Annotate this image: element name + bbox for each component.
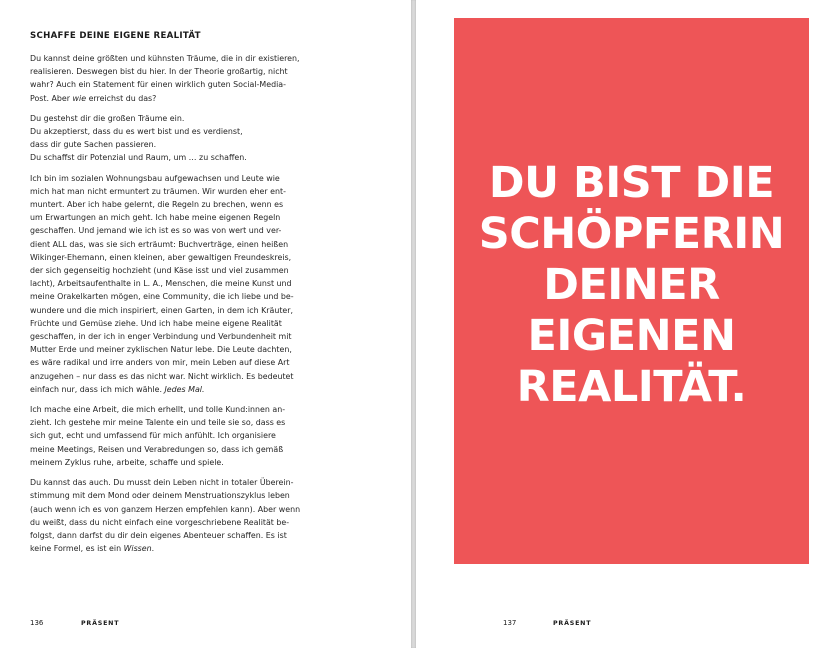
right-section-label: PRÄSENT: [553, 620, 592, 627]
poster-line: DEINER: [543, 260, 720, 310]
text-line: meinem Zyklus ruhe, arbeite, schaffe und spiele.: [30, 457, 224, 467]
text-line: Früchte und Gemüse ziehe. Und ich habe meine eigene Realität: [30, 318, 282, 328]
left-page-number: 136: [30, 619, 44, 627]
text-line: du weißt, dass du nicht einfach eine vorgeschriebene Realität be-: [30, 517, 290, 527]
text-line: wahr? Auch ein Statement für einen wirklich guten Social-Media-: [30, 80, 286, 90]
text-line: es wäre radikal und irre anders von mir, mein Leben auf diese Art: [30, 358, 290, 368]
text-line: keine Formel, es ist ein Wissen.: [30, 544, 155, 554]
paragraph: [30, 403, 346, 469]
quote-poster: [454, 18, 809, 564]
text-line: dass dir gute Sachen passieren.: [30, 140, 157, 150]
text-line: Du kannst das auch. Du musst dein Leben nicht in totaler Überein-: [30, 478, 294, 488]
text-line: wundere und die mich inspiriert, einen Garten, in dem ich Kräuter,: [30, 305, 294, 315]
text-line: meine Meetings, Reisen und Verabredungen so, dass ich gemäß: [30, 444, 284, 454]
text-line: Du gestehst dir die großen Träume ein.: [30, 113, 185, 123]
text-line: geschaffen. Und jemand wie ich ist es so was von wert und ver-: [30, 226, 282, 236]
right-page-number: 137: [503, 619, 517, 627]
text-line: Mutter Erde und meiner zyklischen Natur lebe. Die Leute dachten,: [30, 345, 292, 355]
text-line: Wikinger-Ehemann, einen kleinen, aber gewaltigen Freundeskreis,: [30, 252, 292, 262]
body-text: [30, 52, 346, 555]
text-line: einfach nur, dass ich mich wähle. Jedes Mal.: [30, 384, 205, 394]
text-line: zieht. Ich gestehe mir meine Talente ein und teile sie so, dass es: [30, 418, 286, 428]
left-section-label: PRÄSENT: [81, 620, 120, 627]
poster-line: SCHÖPFERIN: [478, 209, 785, 259]
right-running-footer: [553, 618, 591, 629]
text-line: meine Orakelkarten mögen, eine Community, die ich liebe und be-: [30, 292, 294, 302]
text-line: lacht), Arbeitsaufenthalte in L. A., Menschen, die meine Kunst und: [30, 279, 292, 289]
text-line: mich hat man nicht ermuntert zu träumen. Wir wurden eher ent-: [30, 186, 286, 196]
poster-line: EIGENEN: [527, 311, 736, 361]
poster-line: DU BIST DIE: [488, 158, 775, 208]
text-line: Ich bin im sozialen Wohnungsbau aufgewachsen und Leute wie: [30, 173, 280, 183]
left-page-content: [30, 30, 346, 562]
paragraph: [30, 52, 346, 105]
text-line: Post. Aber wie erreichst du das?: [30, 93, 157, 103]
paragraph: [30, 476, 346, 555]
text-line: (auch wenn ich es von ganzem Herzen empfehlen kann). Aber wenn: [30, 504, 301, 514]
text-line: Du kannst deine größten und kühnsten Träume, die in dir existieren,: [30, 54, 300, 63]
poster-line: REALITÄT.: [516, 362, 747, 412]
text-line: stimmung mit dem Mond oder deinem Menstruationszyklus leben: [30, 491, 290, 501]
text-line: anzugehen – nur dass es das nicht war. Nicht wirklich. Es bedeutet: [30, 371, 294, 381]
paragraph: [30, 112, 346, 165]
text-line: dient ALL das, was sie sich erträumt: Buchverträge, einen heißen: [30, 239, 289, 249]
text-line: sich gut, echt und umfassend für mich anfühlt. Ich organisiere: [30, 431, 276, 441]
text-line: muntert. Aber ich habe gelernt, die Regeln zu brechen, wenn es: [30, 200, 284, 210]
left-running-footer: [81, 618, 119, 629]
left-page: [0, 0, 411, 648]
section-heading: SCHAFFE DEINE EIGENE REALITÄT: [30, 31, 201, 41]
paragraph: [30, 172, 346, 396]
text-line: geschaffen, in der ich in enger Verbindung und Verbundenheit mit: [30, 332, 292, 342]
text-line: Du akzeptierst, dass du es wert bist und es verdienst,: [30, 127, 243, 137]
text-line: um Erwartungen an mich geht. Ich habe meine eigenen Regeln: [30, 213, 281, 223]
right-page: [416, 0, 827, 648]
text-line: Du schaffst dir Potenzial und Raum, um … zu schaffen.: [30, 153, 247, 163]
text-line: Ich mache eine Arbeit, die mich erhellt, und tolle Kund:innen an-: [30, 405, 286, 415]
text-line: der sich gegenseitig hochzieht (und Käse isst und viel zusammen: [30, 266, 289, 276]
text-line: realisieren. Deswegen bist du hier. In der Theorie großartig, nicht: [30, 67, 288, 77]
poster-quote: [454, 158, 809, 413]
text-line: folgst, dann darfst du dir dein eigenes Abenteuer schaffen. Es ist: [30, 530, 287, 540]
